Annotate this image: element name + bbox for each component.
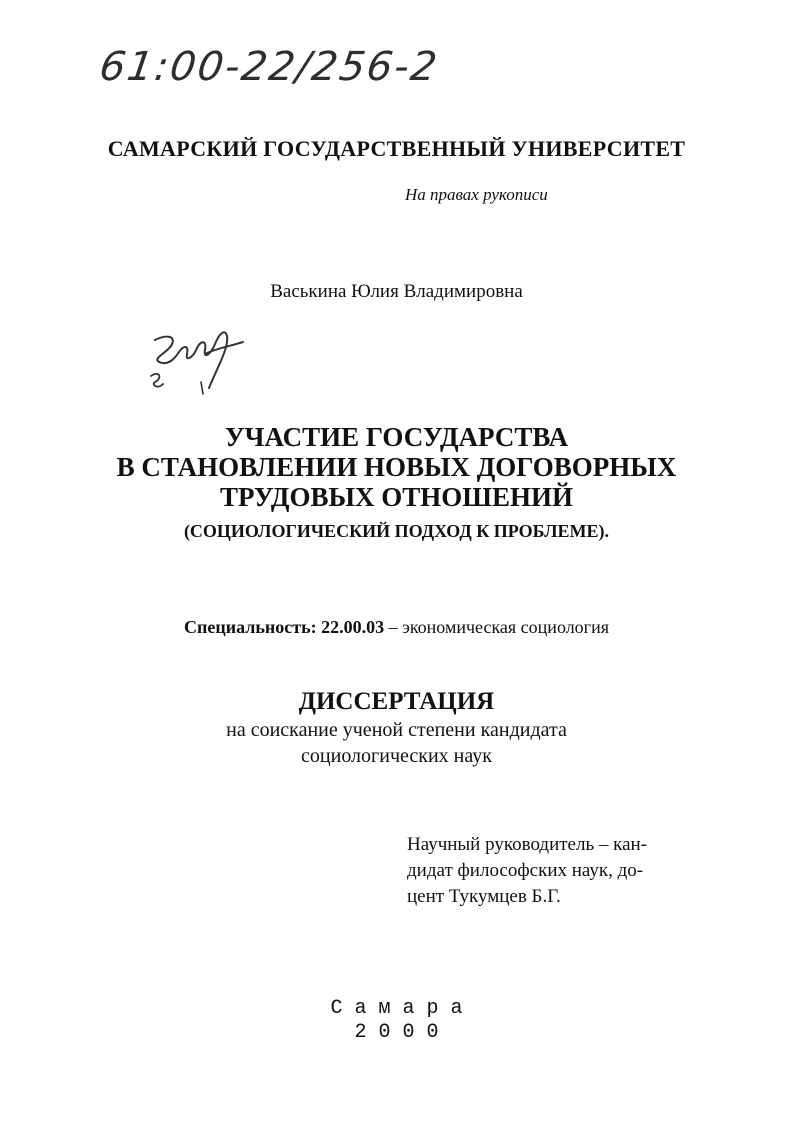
dissertation-subtitle: (СОЦИОЛОГИЧЕСКИЙ ПОДХОД К ПРОБЛЕМЕ). xyxy=(183,521,610,541)
author-name: Васькина Юлия Владимировна xyxy=(270,281,523,302)
place-name: С а м а р а xyxy=(330,997,463,1020)
manuscript-rights-note: На правах рукописи xyxy=(405,185,548,204)
place-and-year xyxy=(0,997,793,1045)
university-name: САМАРСКИЙ ГОСУДАРСТВЕННЫЙ УНИВЕРСИТЕТ xyxy=(107,136,686,161)
title-line-2: В СТАНОВЛЕНИИ НОВЫХ ДОГОВОРНЫХ xyxy=(116,452,677,482)
title-line-1: УЧАСТИЕ ГОСУДАРСТВА xyxy=(224,422,569,452)
publication-year: 2 0 0 0 xyxy=(354,1021,439,1044)
handwritten-signature xyxy=(145,318,255,398)
dissertation-title xyxy=(0,422,793,512)
title-line-3: ТРУДОВЫХ ОТНОШЕНИЙ xyxy=(220,482,573,512)
specialty-value: – экономическая социология xyxy=(384,617,609,637)
specialty-line xyxy=(0,617,793,638)
supervisor-block xyxy=(407,832,647,910)
degree-line-1: на соискание ученой степени кандидата xyxy=(226,719,567,741)
dissertation-heading: ДИССЕРТАЦИЯ xyxy=(298,688,495,715)
degree-statement xyxy=(0,717,793,769)
supervisor-line-3: цент Тукумцев Б.Г. xyxy=(407,886,561,907)
degree-line-2: социологических наук xyxy=(301,745,492,767)
specialty-label: Специальность: 22.00.03 xyxy=(184,617,385,637)
supervisor-line-1: Научный руководитель – кан- xyxy=(407,834,647,855)
supervisor-line-2: дидат философских наук, до- xyxy=(407,860,644,881)
catalog-number: 61:00-22/256-2 xyxy=(96,44,442,90)
